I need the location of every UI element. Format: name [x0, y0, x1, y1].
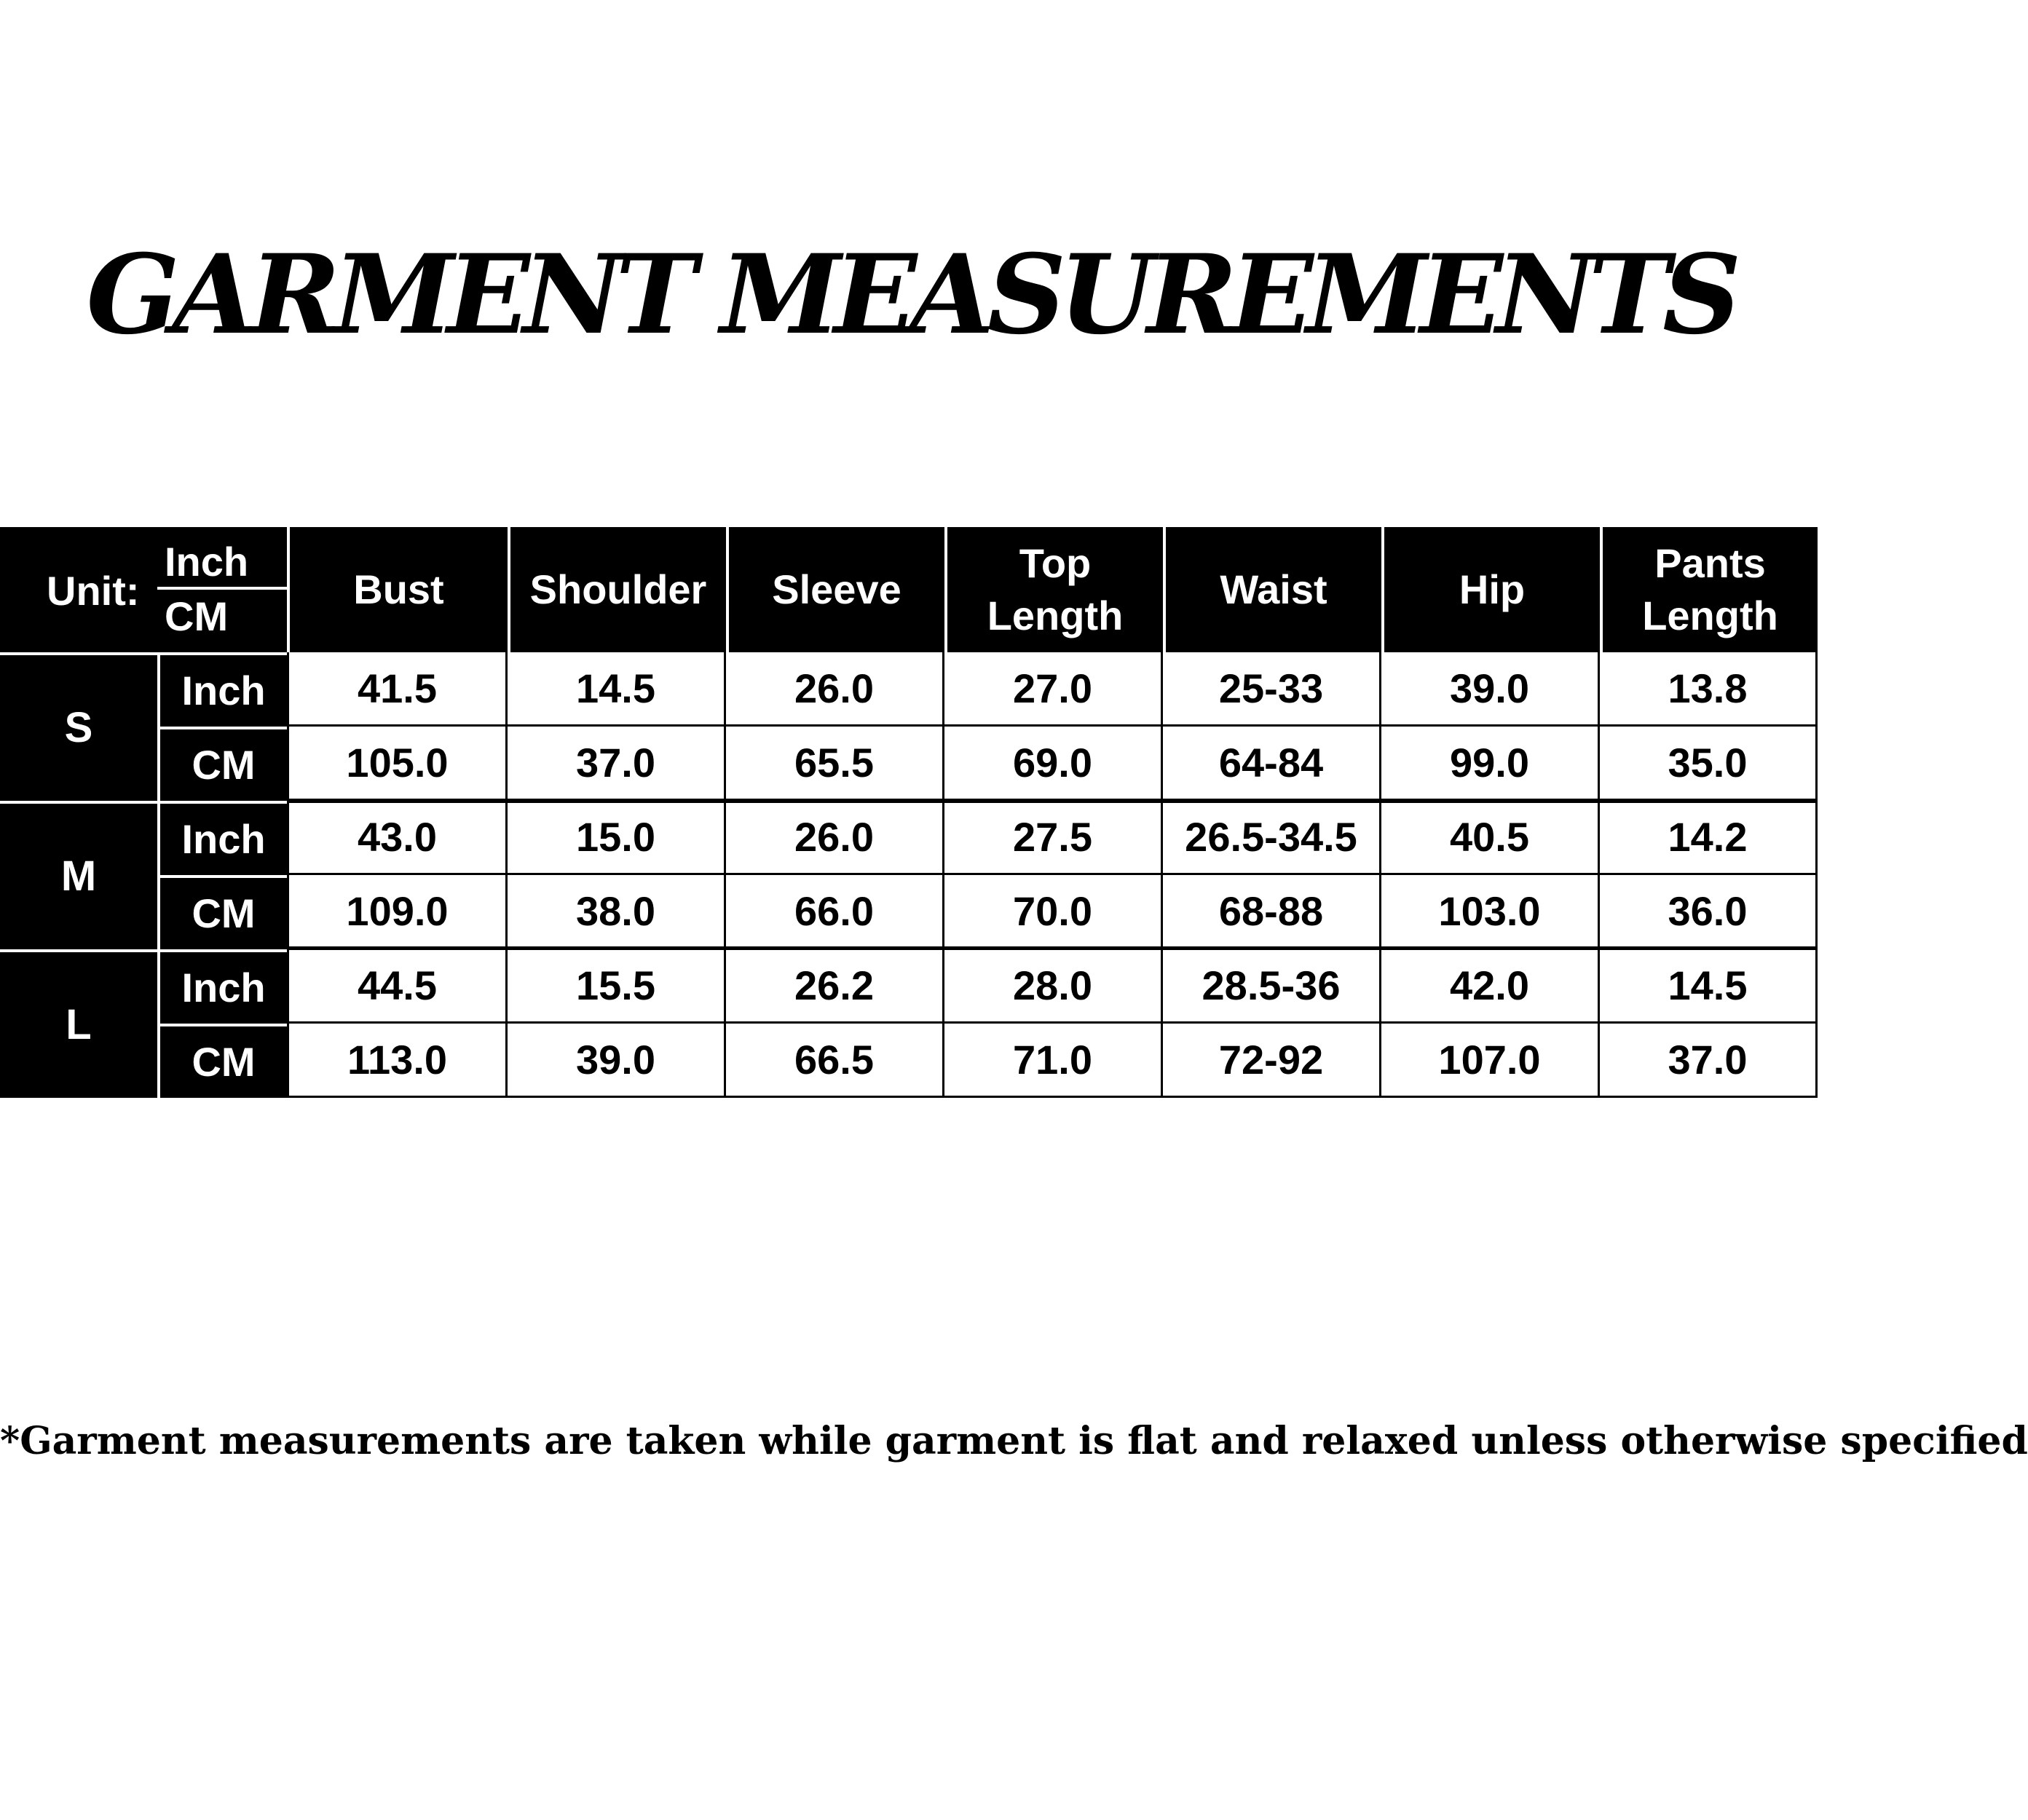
column-header: Sleeve	[726, 527, 944, 652]
measurement-cell: 14.2	[1600, 801, 1818, 875]
column-header: Top Length	[944, 527, 1163, 652]
measurement-cell: 15.5	[508, 949, 726, 1024]
footnote: *Garment measurements are taken while garment is flat and relaxed unless otherwise specified	[0, 1419, 2028, 1463]
measurement-cell: 71.0	[944, 1024, 1163, 1098]
unit-label: CM	[157, 875, 287, 949]
measurement-cell: 69.0	[944, 727, 1163, 801]
unit-label: Inch	[157, 652, 287, 727]
measurement-cell: 28.5-36	[1163, 949, 1381, 1024]
unit-divider	[157, 587, 287, 590]
measurement-cell: 72-92	[1163, 1024, 1381, 1098]
size-label: L	[0, 949, 157, 1098]
measurement-cell: 26.5-34.5	[1163, 801, 1381, 875]
unit-label: Unit:	[47, 568, 140, 614]
measurement-cell: 103.0	[1381, 875, 1600, 949]
measurement-cell: 42.0	[1381, 949, 1600, 1024]
measurement-cell: 27.0	[944, 652, 1163, 727]
column-header: Bust	[287, 527, 508, 652]
measurement-cell: 27.5	[944, 801, 1163, 875]
measurement-cell: 40.5	[1381, 801, 1600, 875]
measurement-cell: 13.8	[1600, 652, 1818, 727]
measurement-cell: 64-84	[1163, 727, 1381, 801]
measurement-cell: 66.5	[726, 1024, 944, 1098]
measurement-cell: 26.2	[726, 949, 944, 1024]
column-header: Shoulder	[508, 527, 726, 652]
measurement-cell: 43.0	[287, 801, 508, 875]
page-title: GARMENT MEASUREMENTS	[86, 231, 1735, 359]
column-header: Pants Length	[1600, 527, 1818, 652]
unit-cm-label: CM	[165, 593, 229, 639]
unit-label: CM	[157, 727, 287, 801]
measurement-cell: 105.0	[287, 727, 508, 801]
measurement-cell: 25-33	[1163, 652, 1381, 727]
unit-label: CM	[157, 1024, 287, 1098]
measurement-cell: 70.0	[944, 875, 1163, 949]
column-header: Waist	[1163, 527, 1381, 652]
size-group-divider	[287, 799, 1818, 803]
measurement-cell: 99.0	[1381, 727, 1600, 801]
measurement-cell: 14.5	[508, 652, 726, 727]
measurement-cell: 26.0	[726, 652, 944, 727]
column-header: Hip	[1381, 527, 1600, 652]
unit-label: Inch	[157, 949, 287, 1024]
unit-label: Inch	[157, 801, 287, 875]
measurement-cell: 28.0	[944, 949, 1163, 1024]
measurement-cell: 35.0	[1600, 727, 1818, 801]
measurement-cell: 15.0	[508, 801, 726, 875]
size-label: S	[0, 652, 157, 801]
measurement-cell: 66.0	[726, 875, 944, 949]
measurement-cell: 36.0	[1600, 875, 1818, 949]
size-group-divider	[287, 946, 1818, 950]
measurement-cell: 39.0	[508, 1024, 726, 1098]
measurement-cell: 107.0	[1381, 1024, 1600, 1098]
measurement-cell: 65.5	[726, 727, 944, 801]
measurement-cell: 113.0	[287, 1024, 508, 1098]
measurement-cell: 38.0	[508, 875, 726, 949]
size-label: M	[0, 801, 157, 949]
measurement-cell: 44.5	[287, 949, 508, 1024]
measurement-cell: 41.5	[287, 652, 508, 727]
measurement-cell: 39.0	[1381, 652, 1600, 727]
measurement-cell: 68-88	[1163, 875, 1381, 949]
measurement-cell: 14.5	[1600, 949, 1818, 1024]
measurement-cell: 109.0	[287, 875, 508, 949]
unit-inch-label: Inch	[165, 539, 249, 585]
measurement-cell: 26.0	[726, 801, 944, 875]
measurement-cell: 37.0	[1600, 1024, 1818, 1098]
measurement-cell: 37.0	[508, 727, 726, 801]
